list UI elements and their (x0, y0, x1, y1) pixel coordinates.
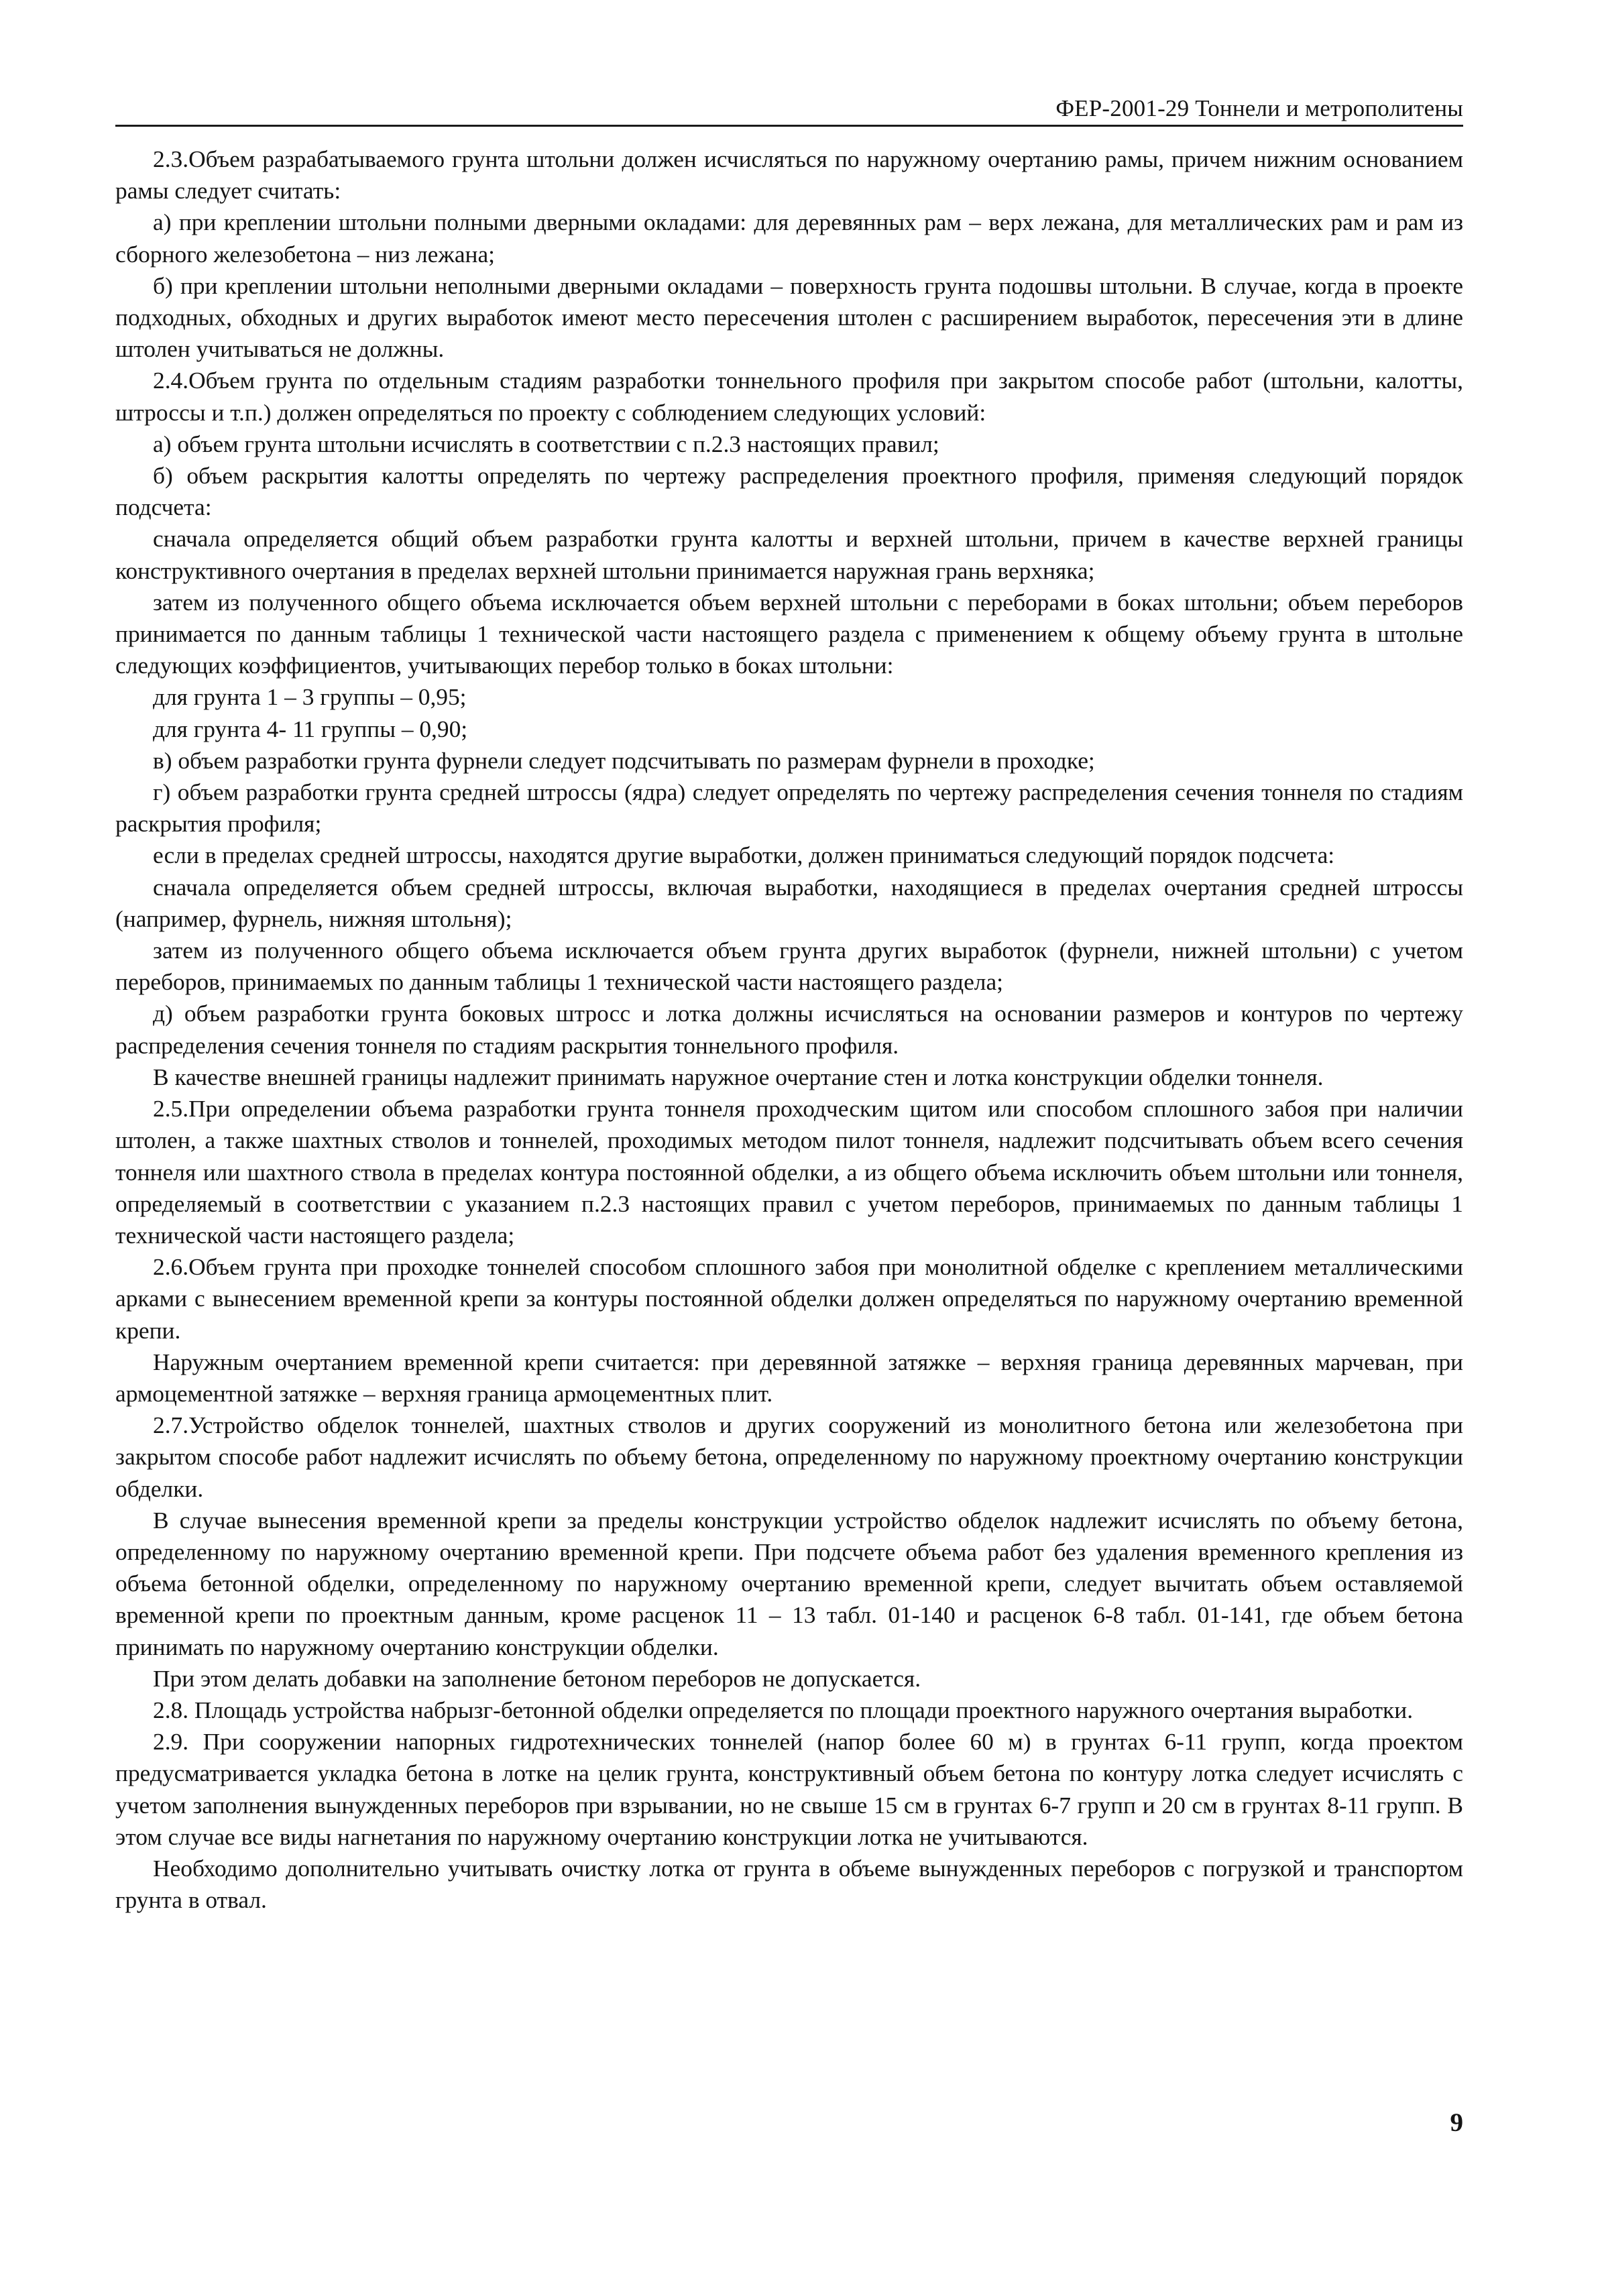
paragraph-2-5: 2.5.При определении объема разработки грунта тоннеля проходческим щитом или способом сплошного забоя при наличии штолен, а также шахтных стволов и тоннелей, проходимых методом пилот тоннеля, надлежит подсчитывать объем всего сечения тоннеля или шахтного ствола в пределах контура постоянной обделки, а из общего объема исключить объем штольни или тоннеля, определяемый в соответствии с указанием п.2.3 настоящих правил с учетом переборов, принимаемых по данным таблицы 1 технической части настоящего раздела; (115, 1095, 1463, 1249)
paragraph-2-6: 2.6.Объем грунта при проходке тоннелей способом сплошного забоя при монолитной обделке с креплением металлическими арками с вынесением временной крепи за контуры постоянной обделки должен определяться по наружному очертанию временной крепи. (115, 1253, 1463, 1344)
paragraph-2-6-outer-contour: Наружным очертанием временной крепи считается: при деревянной затяжке – верхняя граница деревянных марчеван, при армоцементной затяжке – верхняя граница армоцементных плит. (115, 1348, 1463, 1407)
paragraph-2-4-g-then: затем из полученного общего объема исключается объем грунта других выработок (фурнели, нижней штольни) с учетом переборов, принимаемых по данным таблицы 1 технической части настоящего раздела; (115, 937, 1463, 996)
paragraph-2-4-g-if: если в пределах средней штроссы, находятся другие выработки, должен приниматься следующий порядок подсчета: (153, 842, 1335, 869)
paragraph-2-4-g: г) объем разработки грунта средней штроссы (ядра) следует определять по чертежу распределения сечения тоннеля по стадиям раскрытия профиля; (115, 779, 1463, 838)
document-body (115, 144, 1463, 1916)
paragraph-2-3-a: а) при креплении штольни полными дверными окладами: для деревянных рам – верх лежана, для металлических рам и рам из сборного железобетона – низ лежана; (115, 209, 1463, 268)
paragraph-2-9: 2.9. При сооружении напорных гидротехнических тоннелей (напор более 60 м) в грунтах 6-11 групп, когда проектом предусматривается укладка бетона в лотке на целик грунта, конструктивный объем бетона по контуру лотка следует исчислять с учетом заполнения вынужденных переборов при взрывании, но не свыше 15 см в грунтах 6-7 групп и 20 см в грунтах 8-11 групп. В этом случае все виды нагнетания по наружному очертанию конструкции лотка не учитываются. (115, 1728, 1463, 1850)
paragraph-2-8: 2.8. Площадь устройства набрызг-бетонной обделки определяется по площади проектного наружного очертания выработки. (153, 1696, 1414, 1723)
paragraph-2-4-b-first: сначала определяется общий объем разработки грунта калотты и верхней штольни, причем в качестве верхней границы конструктивного очертания в пределах верхней штольни принимается наружная грань верхняка; (115, 525, 1463, 584)
paragraph-2-4-v: в) объем разработки грунта фурнели следует подсчитывать по размерам фурнели в проходке; (153, 746, 1095, 774)
coefficient-groups-1-3: для грунта 1 – 3 группы – 0,95; (153, 683, 467, 711)
coefficient-groups-4-11: для грунта 4- 11 группы – 0,90; (153, 715, 468, 742)
paragraph-2-4-b: б) объем раскрытия калотты определять по чертежу распределения проектного профиля, применяя следующий порядок подсчета: (115, 462, 1463, 521)
paragraph-2-7: 2.7.Устройство обделок тоннелей, шахтных стволов и других сооружений из монолитного бетона или железобетона при закрытом способе работ надлежит исчислять по объему бетона, определенному по наружному проектному очертанию конструкции обделки. (115, 1412, 1463, 1502)
paragraph-2-7-temporary-support: В случае вынесения временной крепи за пределы конструкции устройство обделок надлежит исчислять по объему бетона, определенному по наружному очертанию временной крепи. При подсчете объема работ без удаления временного крепления из объема бетонной обделки, определенному по наружному очертанию временной крепи, следует вычитать объем оставляемой временной крепи по проектным данным, кроме расценок 11 – 13 табл. 01-140 и расценок 6-8 табл. 01-141, где объем бетона принимать по наружному очертанию конструкции обделки. (115, 1506, 1463, 1660)
paragraph-2-3: 2.3.Объем разрабатываемого грунта штольни должен исчисляться по наружному очертанию рамы, причем нижним основанием рамы следует считать: (115, 146, 1463, 205)
paragraph-2-4-outer-boundary: В качестве внешней границы надлежит принимать наружное очертание стен и лотка конструкции обделки тоннеля. (153, 1063, 1324, 1090)
paragraph-2-4-g-first: сначала определяется объем средней штроссы, включая выработки, находящиеся в пределах очертания средней штроссы (например, фурнель, нижняя штольня); (115, 873, 1463, 932)
paragraph-2-4-d: д) объем разработки грунта боковых штросс и лотка должны исчисляться на основании размеров и контуров по чертежу распределения сечения тоннеля по стадиям раскрытия тоннельного профиля. (115, 1000, 1463, 1059)
paragraph-2-4: 2.4.Объем грунта по отдельным стадиям разработки тоннельного профиля при закрытом способе работ (штольни, калотты, штроссы и т.п.) должен определяться по проекту с соблюдением следующих условий: (115, 367, 1463, 426)
running-header (115, 84, 1463, 127)
paragraph-2-4-a: а) объем грунта штольни исчислять в соответствии с п.2.3 настоящих правил; (153, 430, 939, 457)
paragraph-2-4-b-then: затем из полученного общего объема исключается объем верхней штольни с переборами в боках штольни; объем переборов принимается по данным таблицы 1 технической части настоящего раздела с применением к общему объему грунта в штольне следующих коэффициентов, учитывающих перебор только в боках штольни: (115, 588, 1463, 679)
paragraph-2-7-no-additions: При этом делать добавки на заполнение бетоном переборов не допускается. (153, 1664, 921, 1692)
page-number: 9 (1450, 2108, 1463, 2137)
header-title: ФЕР-2001-29 Тоннели и метрополитены (1055, 95, 1463, 121)
paragraph-2-9-cleaning: Необходимо дополнительно учитывать очистку лотка от грунта в объеме вынужденных переборов с погрузкой и транспортом грунта в отвал. (115, 1854, 1463, 1914)
paragraph-2-3-b: б) при креплении штольни неполными дверными окладами – поверхность грунта подошвы штольни. В случае, когда в проекте подходных, обходных и других выработок имеют место пересечения штолен с расширением выработок, пересечения эти в длине штолен учитываться не должны. (115, 272, 1463, 363)
